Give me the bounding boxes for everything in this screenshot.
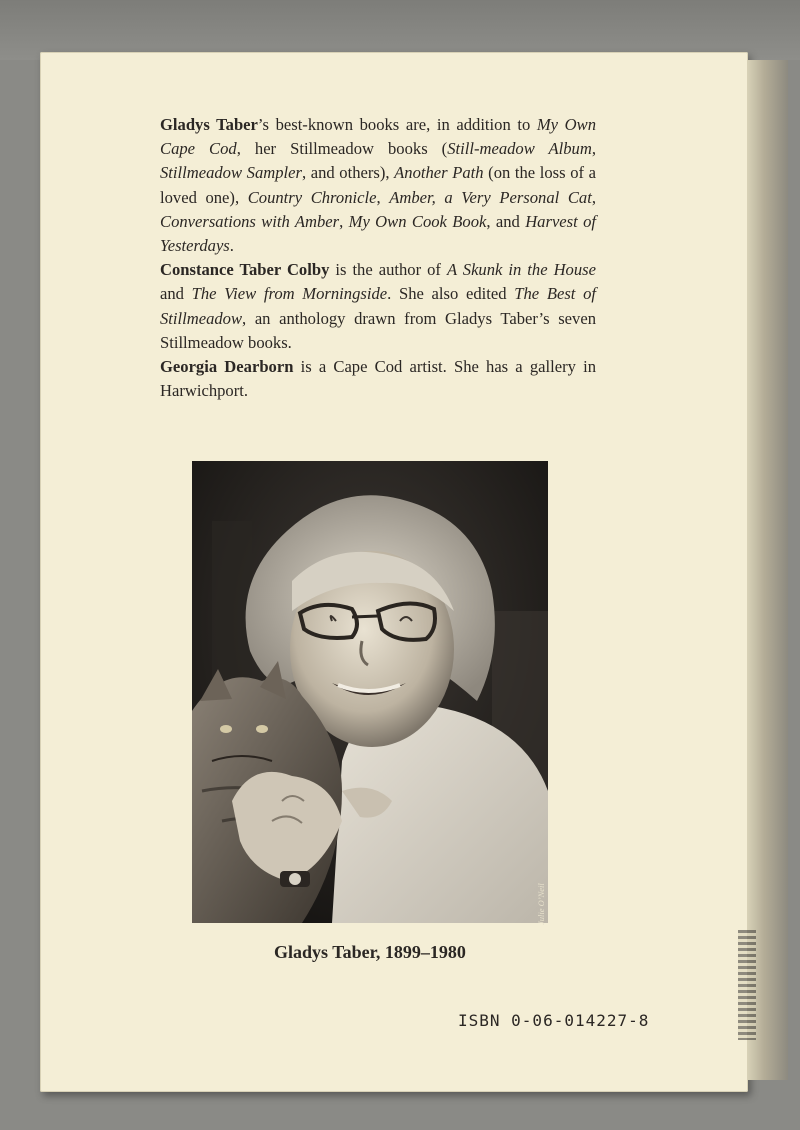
author-photo [192, 461, 548, 923]
photo-credit: Julie O’Neil [536, 883, 546, 925]
bio-name: Gladys Taber [160, 115, 258, 134]
bio-constance-taber-colby: Constance Taber Colby is the author of A Skunk in the House and The View from Morningside. She also edited The Best of Stillmeadow, an anthology drawn from Gladys Taber’s seven Stillmeadow books. [160, 260, 596, 352]
scan-background [0, 0, 800, 60]
bio-name: Georgia Dearborn [160, 357, 294, 377]
portrait-illustration [192, 461, 548, 923]
author-bios [160, 113, 596, 403]
bio-gladys-taber: Gladys Taber’s best-known books are, in addition to My Own Cape Cod, her Stillmeadow books (Still-meadow Album, Stillmeadow Sampler, and others), Another Path (on the loss of a loved one), Country Chronicle, Amber, a Very Personal Cat, Conversations with Amber, My Own Cook Book, and Harvest of Yesterdays. [160, 115, 597, 256]
photo-caption: Gladys Taber, 1899–1980 [274, 942, 466, 962]
book-spine-edge [748, 60, 788, 1080]
bio-georgia-dearborn: Georgia Dearborn is a Cape Cod artist. She has a gallery in Harwichport. [160, 357, 596, 401]
bio-name: Constance Taber Colby [160, 260, 330, 280]
isbn-number: ISBN 0-06-014227-8 [458, 1011, 650, 1030]
barcode-edge-fragment [738, 930, 756, 1040]
